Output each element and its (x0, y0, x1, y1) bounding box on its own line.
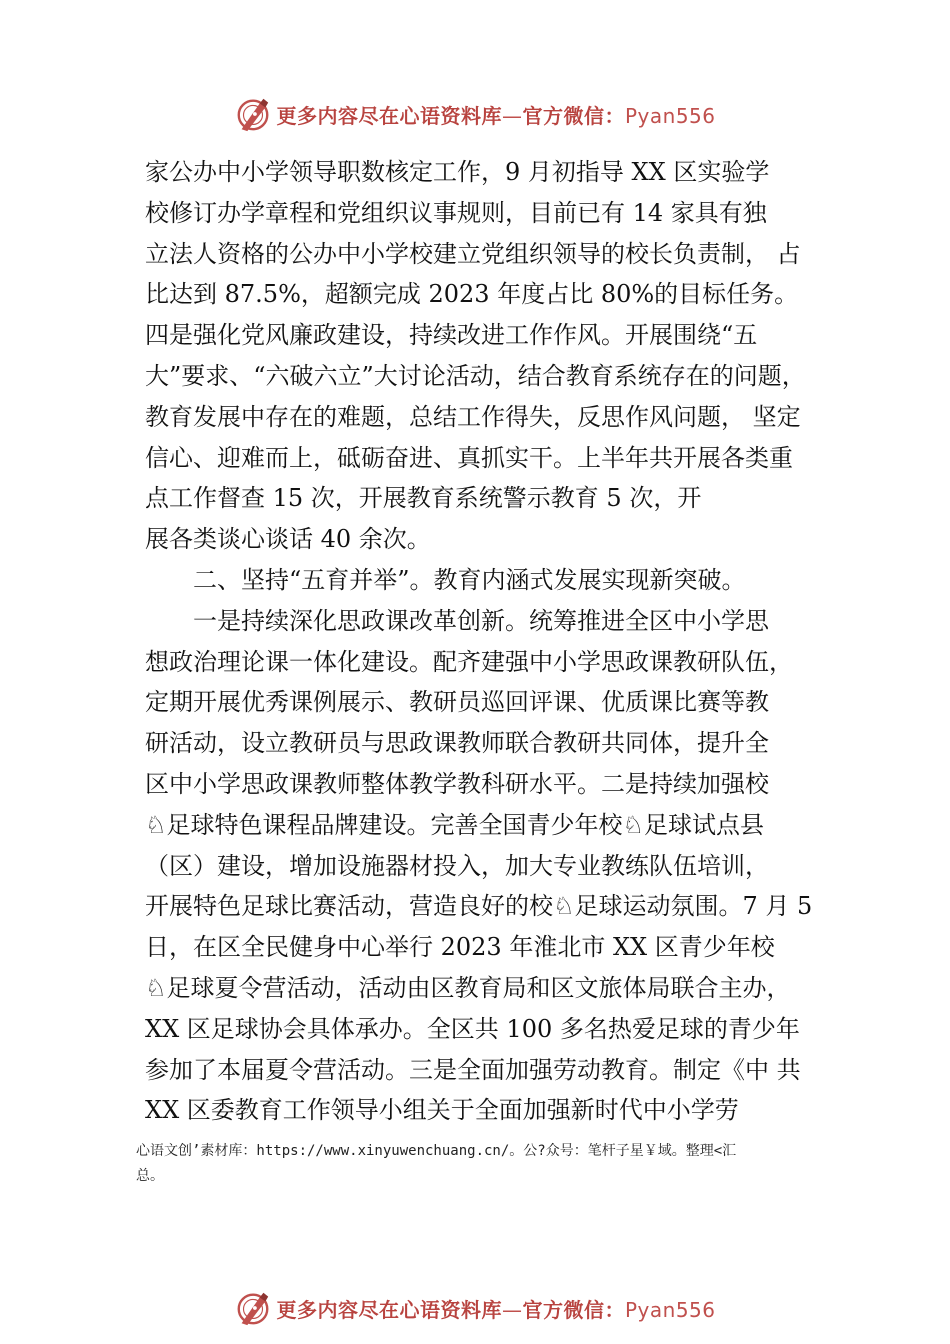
text-line: XX 区足球协会具体承办。全区共 100 多名热爱足球的青少年 (145, 1014, 800, 1043)
text-line: 教育发展中存在的难题，总结工作得失，反思作风问题， 坚定 (145, 402, 801, 431)
watermark-brand: 更多内容尽在心语资料库 (276, 103, 502, 128)
watermark-brand: 更多内容尽在心语资料库 (276, 1297, 502, 1322)
section-heading: 二、坚持“五育并举”。教育内涵式发展实现新突破。 (193, 565, 746, 594)
footnote (136, 1139, 836, 1189)
watermark-separator: — (501, 103, 523, 128)
text-line: 展各类谈心谈话 40 余次。 (145, 525, 431, 554)
text-line: 比达到 87.5%，超额完成 2023 年度占比 80%的目标任务。 (145, 280, 799, 309)
text-line: 区中小学思政课教师整体教学教科研水平。二是持续加强校 (145, 769, 769, 798)
text-line: 参加了本届夏令营活动。三是全面加强劳动教育。制定《中 共 (145, 1055, 801, 1084)
text-line: 大”要求、“六破六立”大讨论活动，结合教育系统存在的问题， (145, 361, 806, 390)
text-line: 想政治理论课一体化建设。配齐建强中小学思政课教研队伍， (145, 647, 793, 676)
text-line: 开展特色足球比赛活动，营造良好的校♘足球运动氛围。7 月 5 (145, 892, 813, 921)
text-line: 校修订办学章程和党组织议事规则，目前已有 14 家具有独 (145, 198, 767, 227)
pen-nib-seal-icon (234, 95, 272, 133)
text-line: 信心、迎难而上，砥砺奋进、真抓实干。上半年共开展各类重 (145, 443, 793, 472)
watermark-separator: — (501, 1297, 523, 1322)
text-line: 定期开展优秀课例展示、教研员巡回评课、优质课比赛等教 (145, 688, 769, 717)
document-body (145, 152, 835, 1131)
text-line: XX 区委教育工作领导小组关于全面加强新时代中小学劳 (145, 1096, 739, 1125)
pen-nib-seal-icon (234, 1289, 272, 1327)
watermark-text (276, 100, 715, 129)
text-line: 点工作督查 15 次，开展教育系统警示教育 5 次，开 (145, 484, 702, 513)
watermark-wechat-label: 官方微信： (522, 1297, 625, 1322)
watermark-handle: Pyan556 (624, 1297, 716, 1322)
text-line: （区）建设，增加设施器材投入，加大专业教练队伍培训， (145, 851, 769, 880)
watermark-text (276, 1294, 715, 1323)
text-line: 四是强化党风廉政建设，持续改进工作作风。开展围绕“五 (145, 321, 758, 350)
text-line: 立法人资格的公办中小学校建立党组织领导的校长负责制， 占 (145, 239, 801, 268)
watermark-handle: Pyan556 (624, 103, 716, 128)
footnote-line: 心语文创’素材库：https://www.xinyuwenchuang.cn/。公?众号：笔杆子星￥域。整理<汇 (136, 1143, 737, 1159)
text-line: 日，在区全民健身中心举行 2023 年淮北市 XX 区青少年校 (145, 933, 775, 962)
text-line: ♘足球夏令营活动，活动由区教育局和区文旅体局联合主办， (145, 973, 791, 1002)
header-watermark-banner (0, 94, 950, 134)
footnote-line: 总。 (136, 1168, 164, 1184)
text-line: 研活动，设立教研员与思政课教师联合教研共同体，提升全 (145, 729, 769, 758)
text-line: ♘足球特色课程品牌建设。完善全国青少年校♘足球试点县 (145, 810, 765, 839)
watermark-wechat-label: 官方微信： (522, 103, 625, 128)
text-line: 家公办中小学领导职数核定工作，9 月初指导 XX 区实验学 (145, 158, 770, 186)
text-line: 一是持续深化思政课改革创新。统筹推进全区中小学思 (193, 606, 769, 635)
footer-watermark-banner (0, 1288, 950, 1328)
